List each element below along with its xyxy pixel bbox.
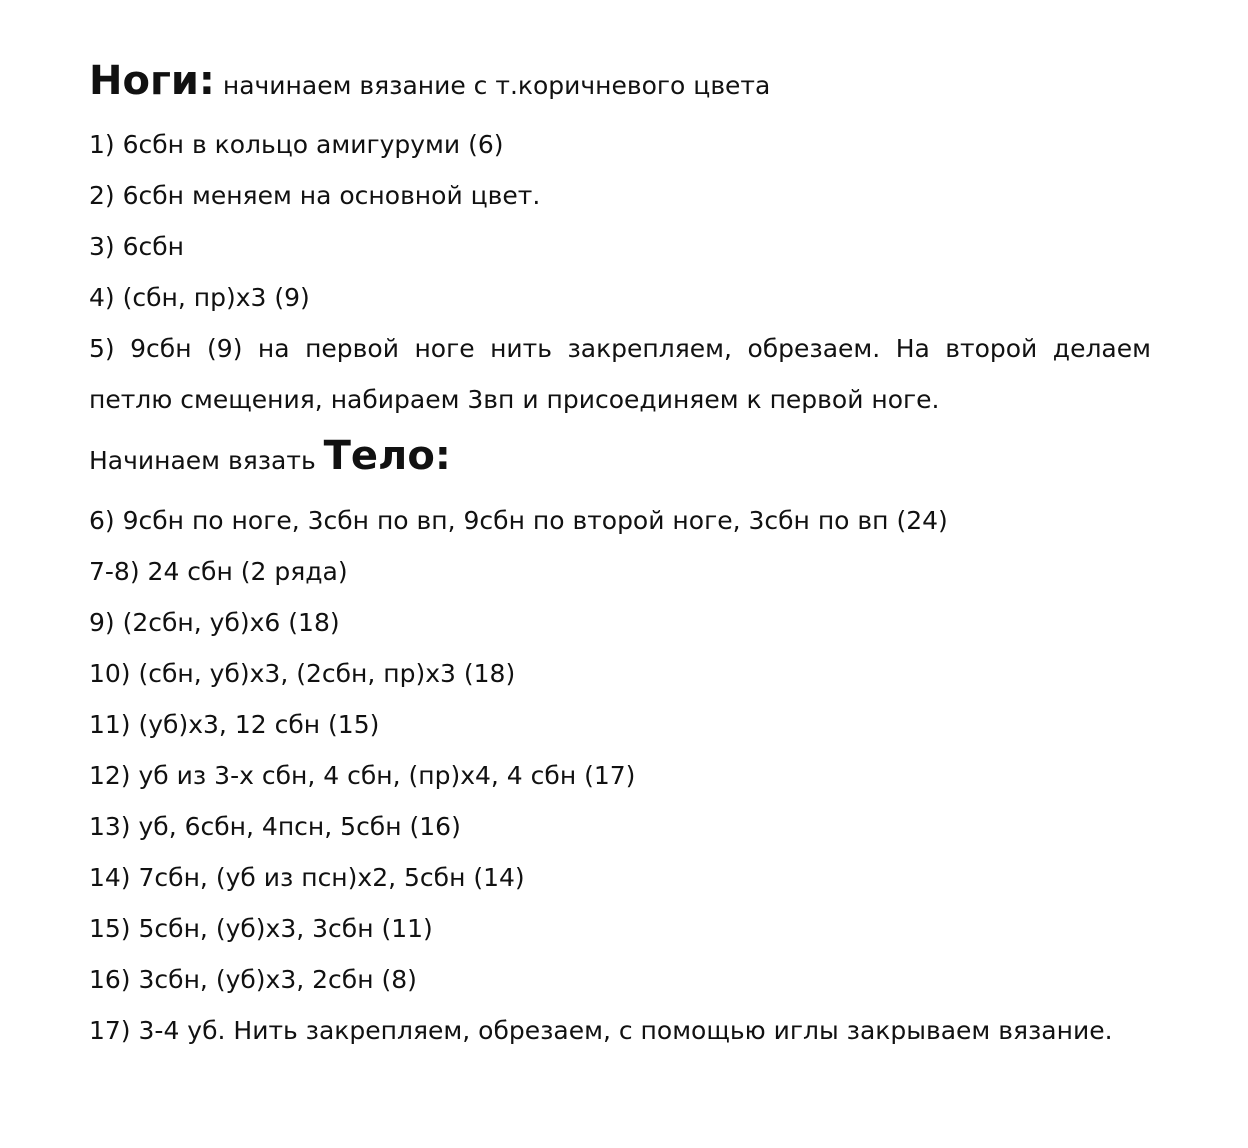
body-row-7-8: 7-8) 24 сбн (2 ряда)	[89, 557, 348, 586]
document-page	[89, 55, 1151, 1056]
legs-subtitle: начинаем вязание с т.коричневого цвета	[222, 71, 771, 100]
body-row-15: 15) 5сбн, (уб)х3, 3сбн (11)	[89, 914, 433, 943]
body-row-11: 11) (уб)х3, 12 сбн (15)	[89, 710, 380, 739]
body-row-6: 6) 9сбн по ноге, 3сбн по вп, 9сбн по второй ноге, 3сбн по вп (24)	[89, 506, 948, 535]
legs-row-5: 5) 9сбн (9) на первой ноге нить закрепляем, обрезаем. На второй делаем петлю смещения, набираем 3вп и присоединяем к первой ноге.	[89, 334, 1151, 414]
legs-row-3: 3) 6сбн	[89, 232, 185, 261]
legs-row-4: 4) (сбн, пр)х3 (9)	[89, 283, 310, 312]
legs-row-2: 2) 6сбн меняем на основной цвет.	[89, 181, 541, 210]
body-row-14: 14) 7сбн, (уб из псн)х2, 5сбн (14)	[89, 863, 525, 892]
body-row-13: 13) уб, 6сбн, 4псн, 5сбн (16)	[89, 812, 461, 841]
body-heading	[89, 430, 1151, 482]
legs-title: Ноги:	[89, 58, 215, 104]
body-lead: Начинаем вязать	[89, 446, 316, 475]
legs-row-1: 1) 6сбн в кольцо амигуруми (6)	[89, 130, 504, 159]
body-row-12: 12) уб из 3-х сбн, 4 сбн, (пр)х4, 4 сбн (17)	[89, 761, 636, 790]
body-row-17: 17) 3-4 уб. Нить закрепляем, обрезаем, с помощью иглы закрываем вязание.	[89, 1016, 1113, 1045]
body-title: Тело:	[323, 433, 451, 479]
legs-heading	[89, 55, 1151, 107]
body-row-10: 10) (сбн, уб)х3, (2сбн, пр)х3 (18)	[89, 659, 516, 688]
body-row-9: 9) (2сбн, уб)х6 (18)	[89, 608, 340, 637]
body-row-16: 16) 3сбн, (уб)х3, 2сбн (8)	[89, 965, 417, 994]
